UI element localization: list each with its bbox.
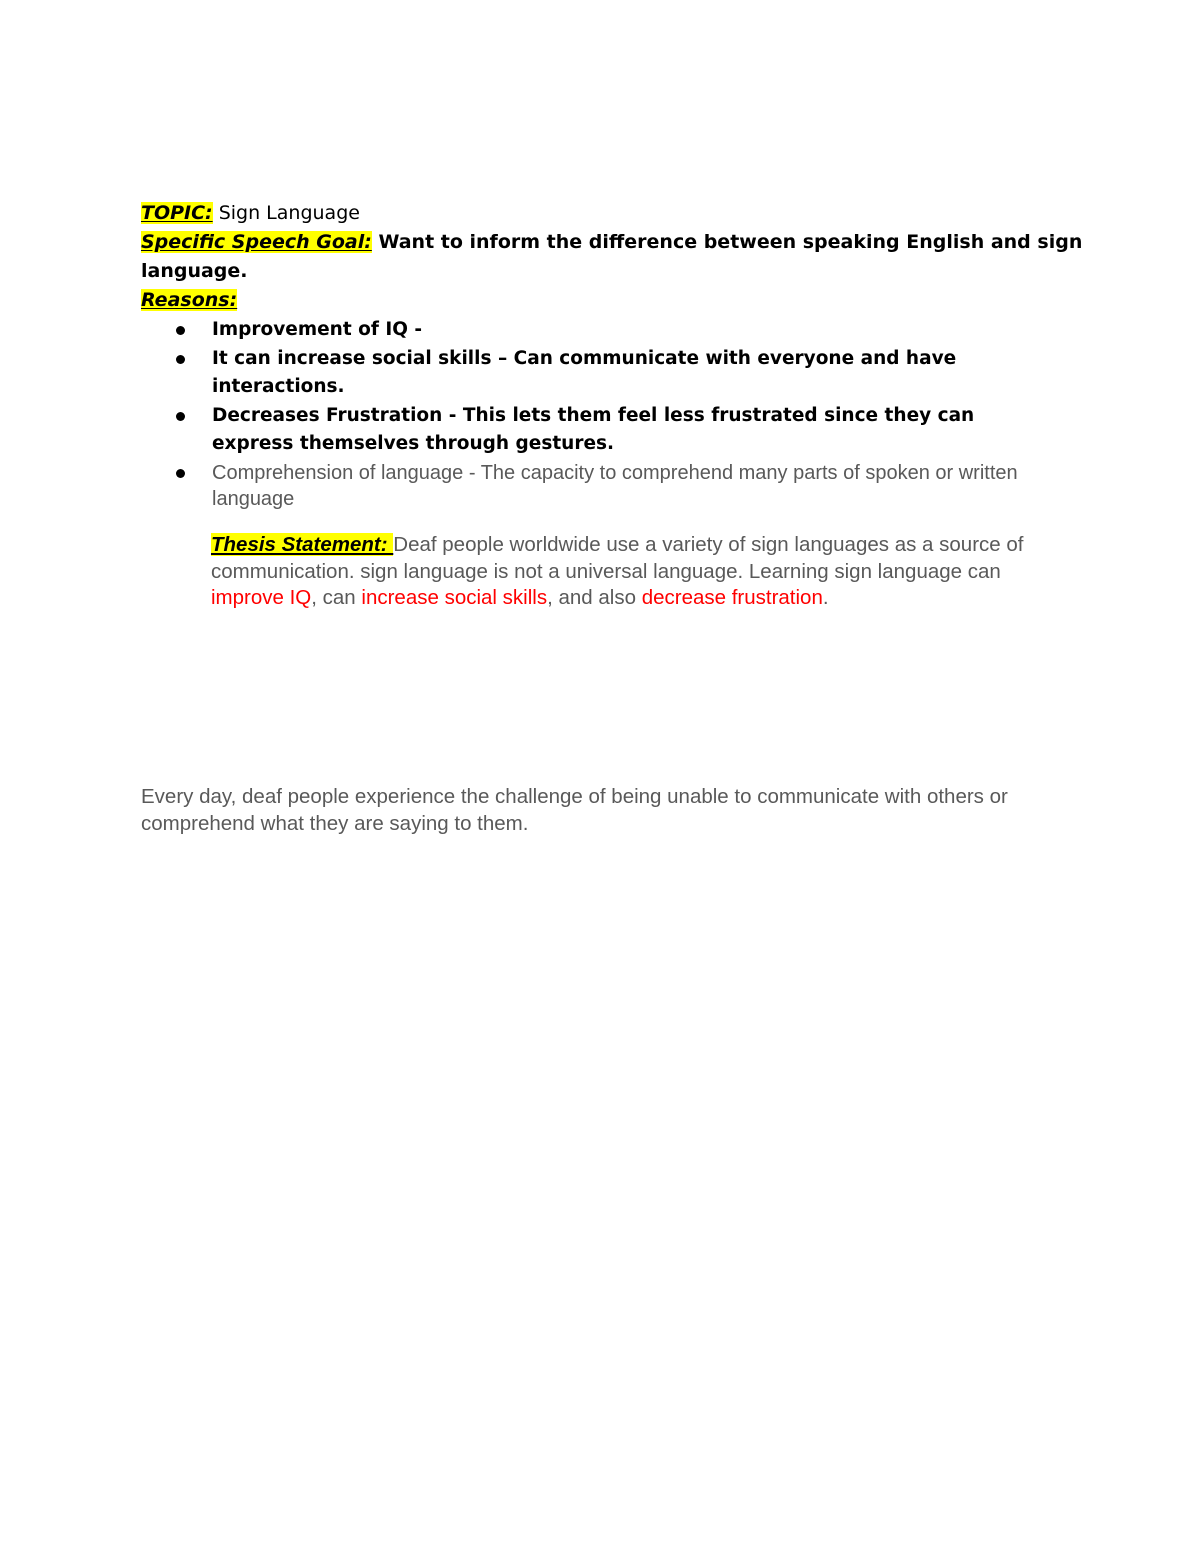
thesis-emphasis: decrease frustration (641, 586, 823, 609)
closing-paragraph: Every day, deaf people experience the challenge of being unable to communicate with others or comprehend what they are saying to them. (141, 785, 1008, 835)
thesis-emphasis: increase social skills (361, 586, 548, 609)
bullet-icon (176, 469, 185, 478)
bullet-icon (176, 412, 185, 421)
speech-goal-label: Specific Speech Goal: (141, 231, 372, 253)
topic-label: TOPIC: (141, 202, 213, 224)
thesis-paragraph (211, 532, 1061, 612)
topic-value: Sign Language (212, 202, 360, 224)
thesis-text: , can (311, 586, 362, 609)
reason-text: It can increase social skills – Can communicate with everyone and have interactions. (212, 347, 957, 397)
list-item (172, 316, 1052, 345)
reasons-list (172, 316, 1052, 512)
speech-goal-continuation (141, 257, 1041, 286)
topic-line (141, 199, 1041, 228)
bullet-icon (176, 326, 185, 335)
speech-goal-line (141, 228, 1083, 257)
thesis-text: , and also (547, 586, 642, 609)
speech-goal-value-line2: language. (141, 260, 248, 282)
thesis-label: Thesis Statement: (211, 533, 394, 556)
reasons-label: Reasons: (141, 289, 238, 311)
reason-text: Improvement of IQ - (212, 319, 423, 340)
reasons-heading (141, 286, 1041, 315)
speech-goal-value: Want to inform the difference between speaking English and sign (371, 231, 1083, 253)
thesis-text: Deaf people worldwide use a variety of sign languages as a source of communication. sign language is not a universal language. Learning sign language can (211, 533, 1024, 583)
reason-text: Decreases Frustration - This lets them feel less frustrated since they can express themselves through gestures. (212, 404, 975, 454)
thesis-emphasis: improve IQ (211, 586, 312, 609)
list-item (172, 459, 1052, 512)
reason-text: Comprehension of language - The capacity to comprehend many parts of spoken or written language (212, 461, 1018, 510)
bullet-icon (176, 355, 185, 364)
thesis-text: . (822, 586, 829, 609)
list-item (172, 402, 1052, 459)
list-item (172, 345, 1052, 402)
